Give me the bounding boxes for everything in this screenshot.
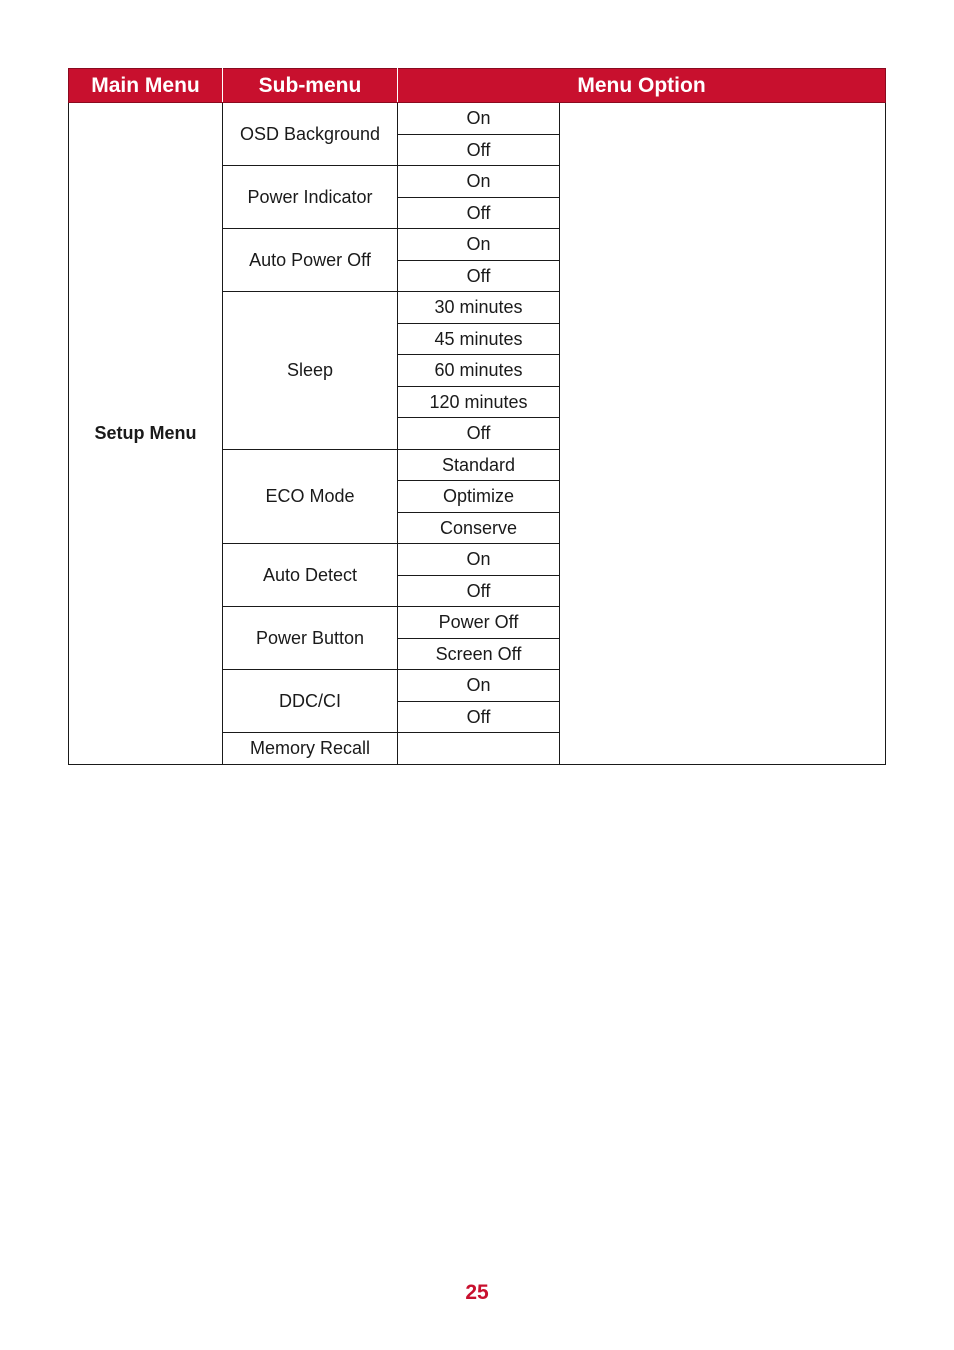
option-cell: On	[398, 670, 560, 702]
option-cell: Off	[398, 260, 560, 292]
option-cell: On	[398, 544, 560, 576]
option-cell: Screen Off	[398, 638, 560, 670]
option-cell	[398, 733, 560, 765]
setup-menu-table	[68, 68, 886, 765]
option-cell: Off	[398, 134, 560, 166]
submenu-cell: OSD Background	[223, 103, 398, 166]
submenu-cell: Auto Detect	[223, 544, 398, 607]
option-cell: 120 minutes	[398, 386, 560, 418]
blank-column-cell	[560, 103, 886, 765]
submenu-cell: ECO Mode	[223, 449, 398, 544]
header-main-menu: Main Menu	[69, 69, 223, 103]
submenu-cell: DDC/CI	[223, 670, 398, 733]
option-cell: Optimize	[398, 481, 560, 513]
submenu-cell: Memory Recall	[223, 733, 398, 765]
table-header-row	[69, 69, 886, 103]
option-cell: Off	[398, 197, 560, 229]
option-cell: On	[398, 229, 560, 261]
option-cell: Standard	[398, 449, 560, 481]
option-cell: Off	[398, 575, 560, 607]
submenu-cell: Sleep	[223, 292, 398, 450]
page-number: 25	[465, 1281, 489, 1304]
option-cell: 60 minutes	[398, 355, 560, 387]
table-row	[69, 103, 886, 135]
option-cell: Off	[398, 418, 560, 450]
option-cell: Power Off	[398, 607, 560, 639]
header-sub-menu: Sub-menu	[223, 69, 398, 103]
main-menu-cell: Setup Menu	[69, 103, 223, 765]
submenu-cell: Auto Power Off	[223, 229, 398, 292]
option-cell: 30 minutes	[398, 292, 560, 324]
option-cell: Off	[398, 701, 560, 733]
option-cell: 45 minutes	[398, 323, 560, 355]
option-cell: On	[398, 166, 560, 198]
submenu-cell: Power Button	[223, 607, 398, 670]
option-cell: Conserve	[398, 512, 560, 544]
option-cell: On	[398, 103, 560, 135]
header-menu-option: Menu Option	[398, 69, 886, 103]
submenu-cell: Power Indicator	[223, 166, 398, 229]
